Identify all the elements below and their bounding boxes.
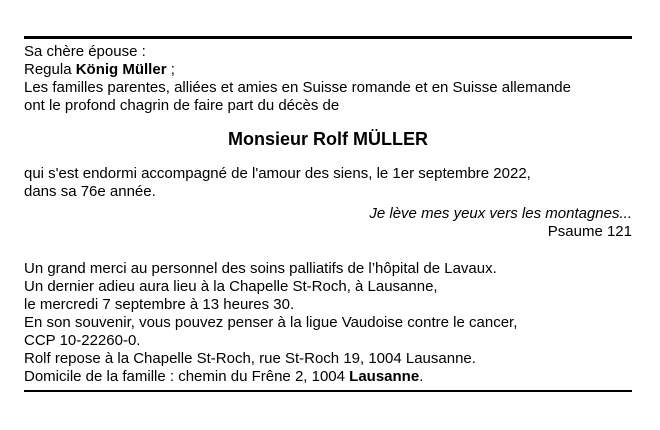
wife-name-line [24,61,632,79]
obituary-notice [24,36,632,392]
memory-line-1: En son souvenir, vous pouvez penser à la ligue Vaudoise contre le cancer, [24,314,518,331]
home-suffix: . [419,368,424,385]
deceased-name: Monsieur Rolf MÜLLER [228,129,428,149]
farewell-line-2: le mercredi 7 septembre à 13 heures 30. [24,296,295,313]
wife-first-name: Regula [24,61,76,78]
farewell-line-1: Un dernier adieu aura lieu à la Chapelle St-Roch, à Lausanne, [24,278,438,295]
rests-line: Rolf repose à la Chapelle St-Roch, rue St-Roch 19, 1004 Lausanne. [24,350,476,367]
bible-verse: Je lève mes yeux vers les montagnes... [369,205,632,222]
wife-suffix: ; [166,61,175,78]
spacer [24,241,632,260]
death-line-1: qui s'est endormi accompagné de l'amour des siens, le 1er septembre 2022, [24,165,531,182]
families-line-2: ont le profond chagrin de faire part du décès de [24,97,340,114]
wife-label: Sa chère épouse : [24,43,146,60]
memory-line-2: CCP 10-22260-0. [24,332,141,349]
home-address: Domicile de la famille : chemin du Frêne 2, 1004 [24,368,350,385]
thanks-line: Un grand merci au personnel des soins palliatifs de l’hôpital de Lavaux. [24,260,497,277]
home-line [24,368,632,386]
families-line-1: Les familles parentes, alliées et amies en Suisse romande et en Suisse allemande [24,79,571,96]
verse-source: Psaume 121 [547,223,632,240]
home-city: Lausanne [349,368,420,385]
wife-last-name: König Müller [75,61,167,78]
death-line-2: dans sa 76e année. [24,183,156,200]
